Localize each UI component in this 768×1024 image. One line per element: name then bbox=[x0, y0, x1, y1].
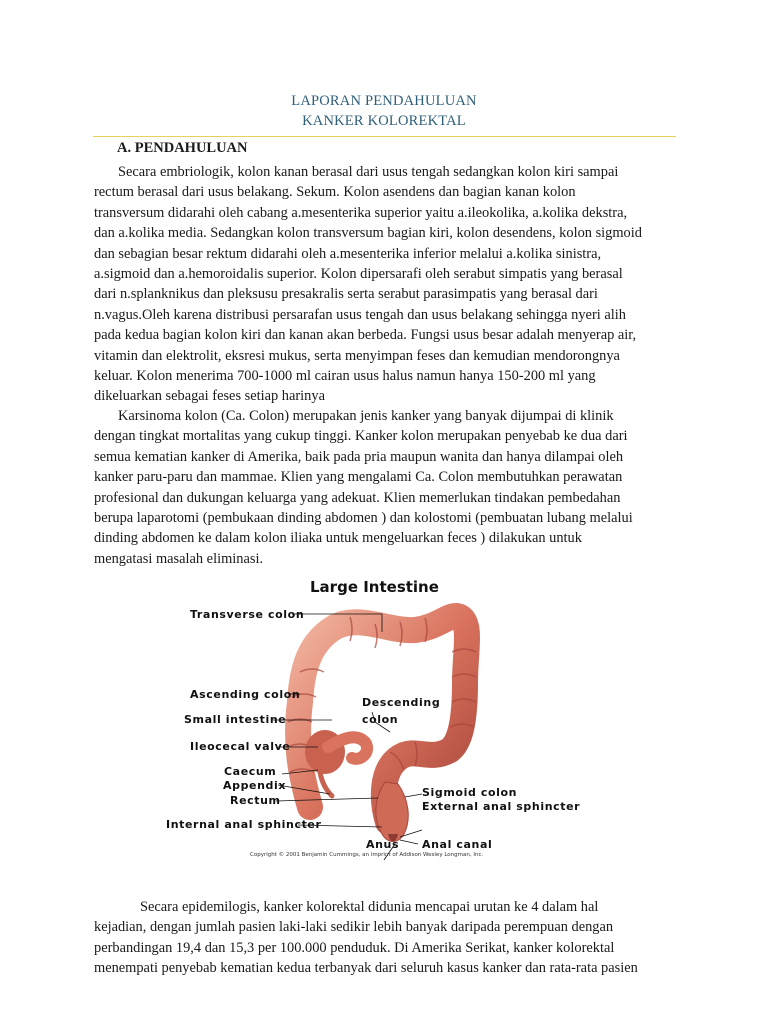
rectum-shape bbox=[376, 782, 408, 842]
paragraph-2 bbox=[94, 406, 679, 569]
text-line: vitamin dan elektrolit, eksresi mukus, serta menyimpan feses dan kemudian mendorongnya bbox=[94, 347, 620, 364]
label-internal-anal-sphincter: Internal anal sphincter bbox=[166, 818, 322, 831]
label-caecum: Caecum bbox=[224, 765, 277, 778]
text-line: berupa laparotomi (pembukaan dinding abdomen ) dan kolostomi (pembuatan lubang melalui bbox=[94, 510, 633, 527]
text-line: n.vagus.Oleh karena distribusi persarafan usus tengah dan usus belakang sehingga nyeri alih bbox=[94, 306, 626, 323]
text-line: perbandingan 19,4 dan 15,3 per 100.000 penduduk. Di Amerika Serikat, kanker kolorektal bbox=[94, 939, 615, 956]
text-line: dari n.splanknikus dan pleksusu presakralis serta serabut parasimpatis yang berasal dari bbox=[94, 286, 598, 303]
paragraph-1 bbox=[94, 162, 679, 407]
text-line: dan sebagian besar rektum didarahi oleh a.mesenterika inferior melalui a.kolika sinistra, bbox=[94, 245, 602, 262]
label-sigmoid-colon: Sigmoid colon bbox=[422, 786, 518, 799]
text-line: mengatasi masalah eliminasi. bbox=[94, 550, 264, 567]
label-anus: Anus bbox=[366, 838, 400, 851]
label-transverse-colon: Transverse colon bbox=[190, 608, 305, 621]
text-line: Secara epidemilogis, kanker kolorektal didunia mencapai urutan ke 4 dalam hal bbox=[140, 899, 599, 915]
label-appendix: Appendix bbox=[223, 779, 287, 792]
label-anal-canal: Anal canal bbox=[422, 838, 493, 851]
text-line: semua kematian kanker di Amerika, baik pada pria maupun wanita dan hanya dilampai oleh bbox=[94, 448, 624, 465]
document-title-line1: LAPORAN PENDAHULUAN bbox=[291, 93, 477, 109]
text-line: transversum didarahi oleh cabang a.mesenterika superior yaitu a.ileokolika, a.kolika dekstra, bbox=[94, 204, 628, 221]
text-line: dikeluarkan sebagai feses setiap harinya bbox=[94, 388, 325, 405]
text-line: dinding abdomen ke dalam kolon iliaka untuk mengeluarkan feces ) dilakukan untuk bbox=[94, 530, 582, 547]
text-line: rectum berasal dari usus belakang. Sekum. Kolon asendens dan bagian kanan kolon bbox=[94, 184, 576, 201]
text-line: dengan tingkat mortalitas yang cukup tinggi. Kanker kolon merupakan penyebab ke dua dari bbox=[94, 428, 628, 445]
figure-title: Large Intestine bbox=[310, 578, 439, 596]
text-line: profesional dan dukungan keluarga yang adekuat. Klien memerlukan tindakan pembedahan bbox=[94, 489, 621, 506]
label-descending-colon-2: colon bbox=[362, 713, 399, 726]
paragraph-3 bbox=[94, 897, 679, 979]
text-line: a.sigmoid dan a.hemoroidalis superior. Kolon dipersarafi oleh serabut simpatis yang berasal bbox=[94, 266, 623, 283]
text-line: menempati penyebab kematian kedua terbanyak dari seluruh kasus kanker dan rata-rata pasien bbox=[94, 960, 638, 977]
section-heading: A. PENDAHULUAN bbox=[117, 140, 248, 156]
label-external-anal-sphincter: External anal sphincter bbox=[422, 800, 581, 813]
text-line: pada kedua bagian kolon kiri dan kanan akan berbeda. Fungsi usus besar adalah menyerap air, bbox=[94, 327, 637, 344]
text-line: kejadian, dengan jumlah pasien laki-laki sedikir lebih banyak daripada perempuan dengan bbox=[94, 919, 614, 936]
text-line: keluar. Kolon menerima 700-1000 ml cairan usus halus namun hanya 150-200 ml yang bbox=[94, 368, 596, 385]
text-line: Secara embriologik, kolon kanan berasal dari usus tengah sedangkan kolon kiri sampai bbox=[118, 164, 619, 180]
figure-copyright: Copyright © 2001 Benjamin Cummings, an imprint of Addison Wesley Longman, Inc. bbox=[250, 852, 484, 858]
label-rectum: Rectum bbox=[230, 794, 281, 807]
label-ascending-colon: Ascending colon bbox=[190, 688, 301, 701]
large-intestine-figure bbox=[160, 572, 580, 867]
text-line: Karsinoma kolon (Ca. Colon) merupakan jenis kanker yang banyak dijumpai di klinik bbox=[118, 408, 614, 424]
label-ileocecal-valve: Ileocecal valve bbox=[190, 740, 291, 753]
document-title-line2: KANKER KOLOREKTAL bbox=[302, 113, 466, 129]
text-line: kanker paru-paru dan mammae. Klien yang mengalami Ca. Colon membutuhkan perawatan bbox=[94, 469, 623, 486]
label-descending-colon-1: Descending bbox=[362, 696, 441, 709]
text-line: dan a.kolika media. Sedangkan kolon transversum bagian kiri, kolon desendens, kolon sigmoid bbox=[94, 225, 642, 242]
label-small-intestine: Small intestine bbox=[184, 713, 287, 726]
title-underline-divider bbox=[93, 136, 676, 137]
